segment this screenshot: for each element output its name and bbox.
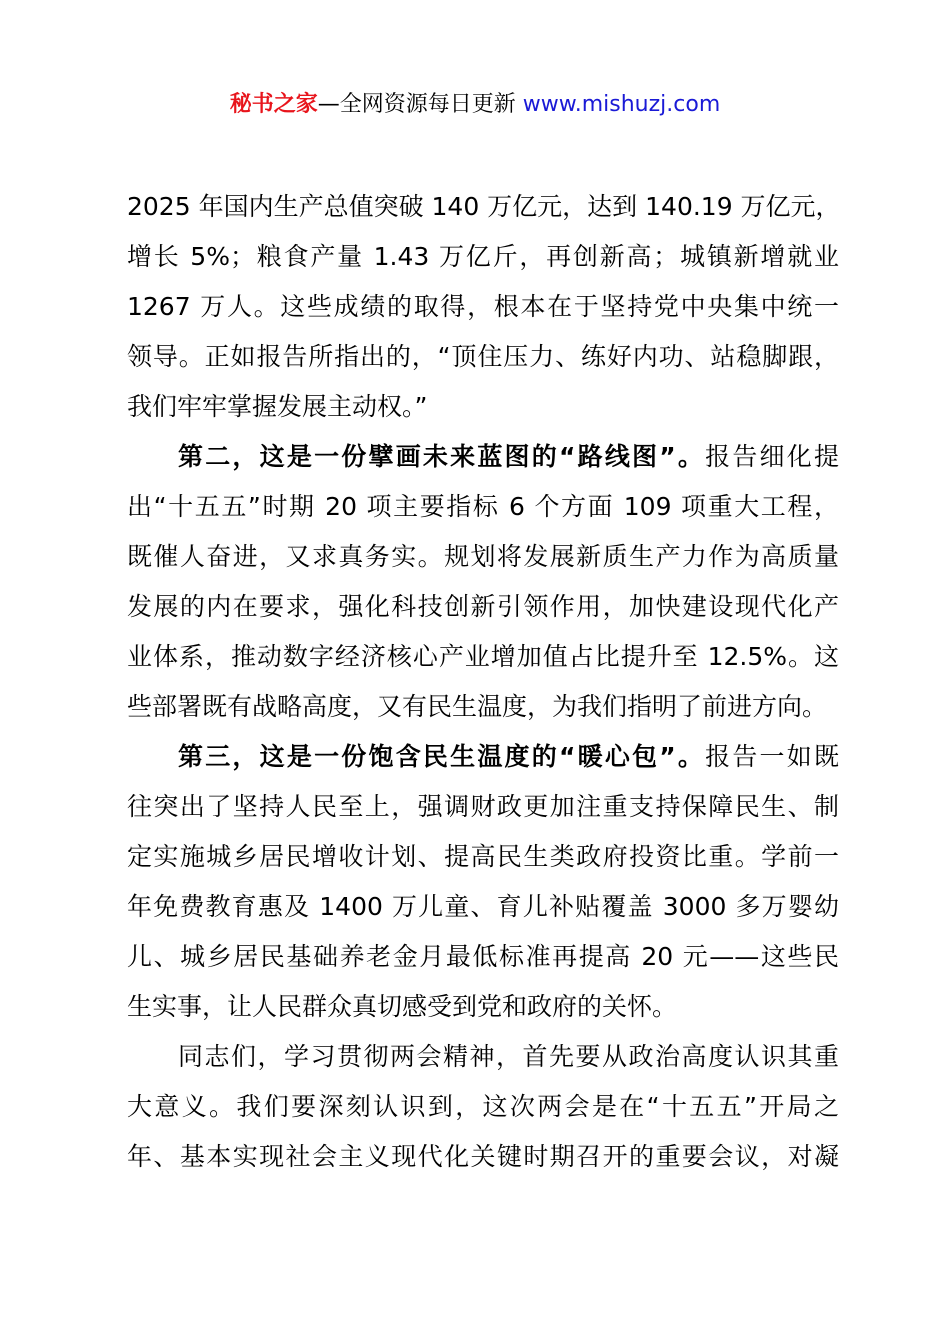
paragraph-2	[127, 432, 839, 732]
paragraph-3	[127, 732, 839, 1032]
text-line: 些部署既有战略高度，又有民生温度，为我们指明了前进方向。	[127, 692, 828, 721]
text-line: 增长 5%；粮食产量 1.43 万亿斤，再创新高；城镇新增就业	[127, 242, 839, 271]
paragraph-1	[127, 182, 839, 432]
site-url-link[interactable]: www.mishuzj.com	[522, 92, 721, 117]
paragraph-text: 报告一如既	[705, 742, 839, 771]
text-line: 2025 年国内生产总值突破 140 万亿元，达到 140.19 万亿元，	[127, 192, 841, 221]
paragraph-lead: 第三，这是一份饱含民生温度的“暖心包”。	[178, 742, 706, 771]
text-line: 同志们，学习贯彻两会精神，首先要从政治高度认识其重	[178, 1042, 839, 1071]
text-line: 往突出了坚持人民至上，强调财政更加注重支持保障民生、制	[127, 792, 839, 821]
text-line: 领导。正如报告所指出的，“顶住压力、练好内功、站稳脚跟，	[127, 342, 839, 371]
text-line: 儿、城乡居民基础养老金月最低标准再提高 20 元——这些民	[127, 942, 839, 971]
text-line: 大意义。我们要深刻认识到，这次两会是在“十五五”开局之	[127, 1092, 839, 1121]
text-line: 既催人奋进，又求真务实。规划将发展新质生产力作为高质量	[127, 542, 839, 571]
document-body	[127, 182, 839, 1182]
text-line: 出“十五五”时期 20 项主要指标 6 个方面 109 项重大工程，	[127, 492, 839, 521]
paragraph-text: 报告细化提	[705, 442, 839, 471]
page-header	[0, 88, 950, 122]
text-line: 年、基本实现社会主义现代化关键时期召开的重要会议，对凝	[127, 1142, 839, 1171]
brand-name: 秘书之家	[229, 92, 318, 117]
text-line: 生实事，让人民群众真切感受到党和政府的关怀。	[127, 992, 678, 1021]
text-line: 业体系，推动数字经济核心产业增加值占比提升至 12.5%。这	[127, 642, 839, 671]
text-line: 1267 万人。这些成绩的取得，根本在于坚持党中央集中统一	[127, 292, 839, 321]
text-line	[127, 732, 839, 782]
text-line: 发展的内在要求，强化科技创新引领作用，加快建设现代化产	[127, 592, 839, 621]
text-line: 定实施城乡居民增收计划、提高民生类政府投资比重。学前一	[127, 842, 839, 871]
paragraph-lead: 第二，这是一份擘画未来蓝图的“路线图”。	[178, 442, 706, 471]
text-line	[127, 432, 839, 482]
text-line: 我们牢牢掌握发展主动权。”	[127, 392, 428, 421]
text-line: 年免费教育惠及 1400 万儿童、育儿补贴覆盖 3000 多万婴幼	[127, 892, 839, 921]
paragraph-4	[127, 1032, 839, 1182]
header-tagline: —全网资源每日更新	[317, 92, 523, 117]
